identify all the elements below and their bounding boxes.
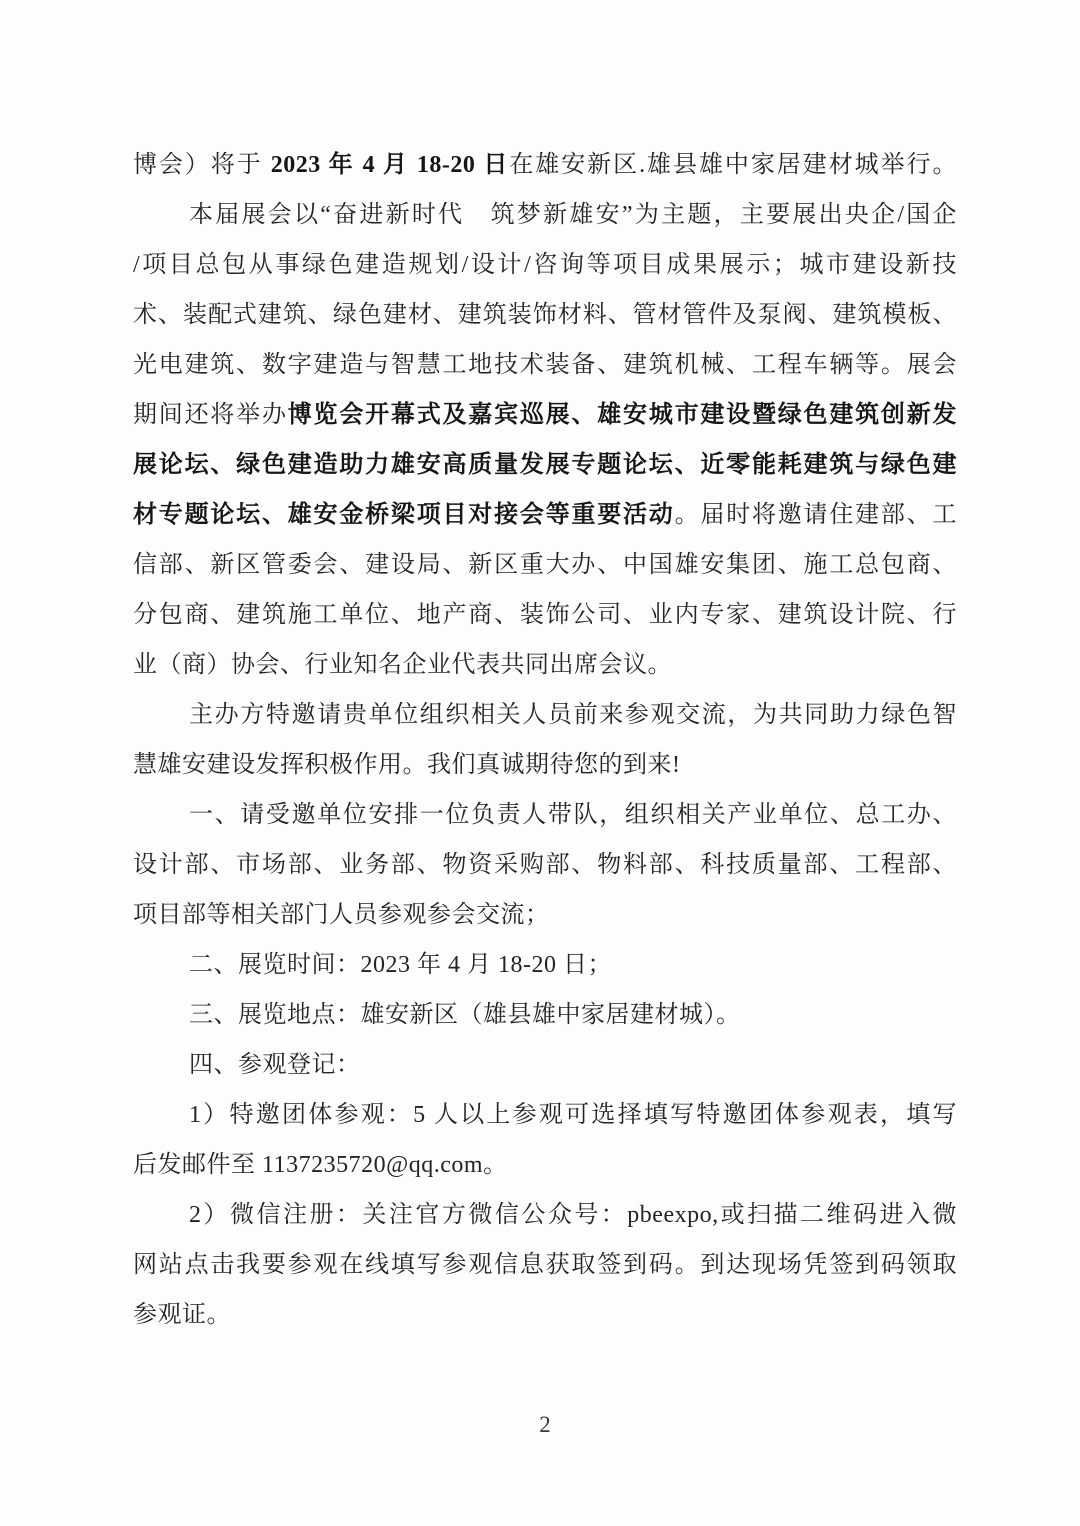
- text-line: [133, 890, 957, 940]
- text-segment: 本届展会以“奋进新时代 筑梦新雄安”为主题，主要展出央企/国企: [189, 202, 957, 228]
- text-segment: 项目部等相关部门人员参观参会交流；: [133, 902, 550, 928]
- text-line: [133, 740, 957, 790]
- text-line: [133, 640, 957, 690]
- text-segment: 博会）将于: [133, 152, 271, 178]
- text-segment: 慧雄安建设发挥积极作用。我们真诚期待您的到来!: [133, 752, 681, 778]
- text-segment: 2）微信注册：关注官方微信公众号：pbeexpo,或扫描二维码进入微: [189, 1202, 957, 1228]
- text-segment: 网站点击我要参观在线填写参观信息获取签到码。到达现场凭签到码领取: [133, 1252, 957, 1278]
- text-segment: 信部、新区管委会、建设局、新区重大办、中国雄安集团、施工总包商、: [133, 552, 957, 578]
- text-segment: 光电建筑、数字建造与智慧工地技术装备、建筑机械、工程车辆等。展会: [133, 352, 957, 378]
- text-line: [133, 690, 957, 740]
- text-segment: 三、展览地点：雄安新区（雄县雄中家居建材城）。: [189, 1002, 741, 1028]
- text-line: [133, 940, 957, 990]
- text-segment: 四、参观登记：: [189, 1052, 361, 1078]
- text-line: [133, 140, 957, 190]
- text-line: [133, 1190, 957, 1240]
- text-line: [133, 340, 957, 390]
- text-segment: 在雄安新区.雄县雄中家居建材城举行。: [509, 152, 958, 178]
- text-line: [133, 290, 957, 340]
- text-line: [133, 240, 957, 290]
- text-segment: 后发邮件至 1137235720@qq.com。: [133, 1152, 508, 1178]
- text-line: [133, 390, 957, 440]
- text-line: [133, 590, 957, 640]
- text-line: [133, 440, 957, 490]
- document-body: [133, 140, 957, 1340]
- text-line: [133, 540, 957, 590]
- text-segment: 设计部、市场部、业务部、物资采购部、物料部、科技质量部、工程部、: [133, 852, 957, 878]
- text-segment: 1）特邀团体参观：5 人以上参观可选择填写特邀团体参观表，填写: [189, 1102, 957, 1128]
- bold-text-segment: 展论坛、绿色建造助力雄安高质量发展专题论坛、近零能耗建筑与绿色建: [133, 452, 957, 478]
- text-line: [133, 1090, 957, 1140]
- page-number: 2: [539, 1412, 551, 1437]
- text-line: [133, 490, 957, 540]
- text-line: [133, 990, 957, 1040]
- text-line: [133, 190, 957, 240]
- text-line: [133, 790, 957, 840]
- bold-text-segment: 材专题论坛、雄安金桥梁项目对接会等重要活动: [133, 502, 675, 528]
- text-segment: 一、请受邀单位安排一位负责人带队，组织相关产业单位、总工办、: [189, 802, 957, 828]
- text-segment: 术、装配式建筑、绿色建材、建筑装饰材料、管材管件及泵阀、建筑模板、: [133, 302, 957, 328]
- text-line: [133, 840, 957, 890]
- text-segment: 业（商）协会、行业知名企业代表共同出席会议。: [133, 652, 672, 678]
- text-segment: 分包商、建筑施工单位、地产商、装饰公司、业内专家、建筑设计院、行: [133, 602, 957, 628]
- text-segment: 二、展览时间：2023 年 4 月 18-20 日；: [189, 952, 612, 978]
- text-line: [133, 1290, 957, 1340]
- text-segment: 参观证。: [133, 1302, 231, 1328]
- text-line: [133, 1040, 957, 1090]
- text-segment: /项目总包从事绿色建造规划/设计/咨询等项目成果展示；城市建设新技: [133, 252, 957, 278]
- bold-text-segment: 2023 年 4 月 18-20 日: [270, 152, 510, 178]
- text-line: [133, 1140, 957, 1190]
- bold-text-segment: 博览会开幕式及嘉宾巡展、雄安城市建设暨绿色建筑创新发: [287, 402, 958, 428]
- text-segment: 。届时将邀请住建部、工: [674, 502, 958, 528]
- text-segment: 主办方特邀请贵单位组织相关人员前来参观交流，为共同助力绿色智: [189, 702, 957, 728]
- text-segment: 期间还将举办: [133, 402, 288, 428]
- text-line: [133, 1240, 957, 1290]
